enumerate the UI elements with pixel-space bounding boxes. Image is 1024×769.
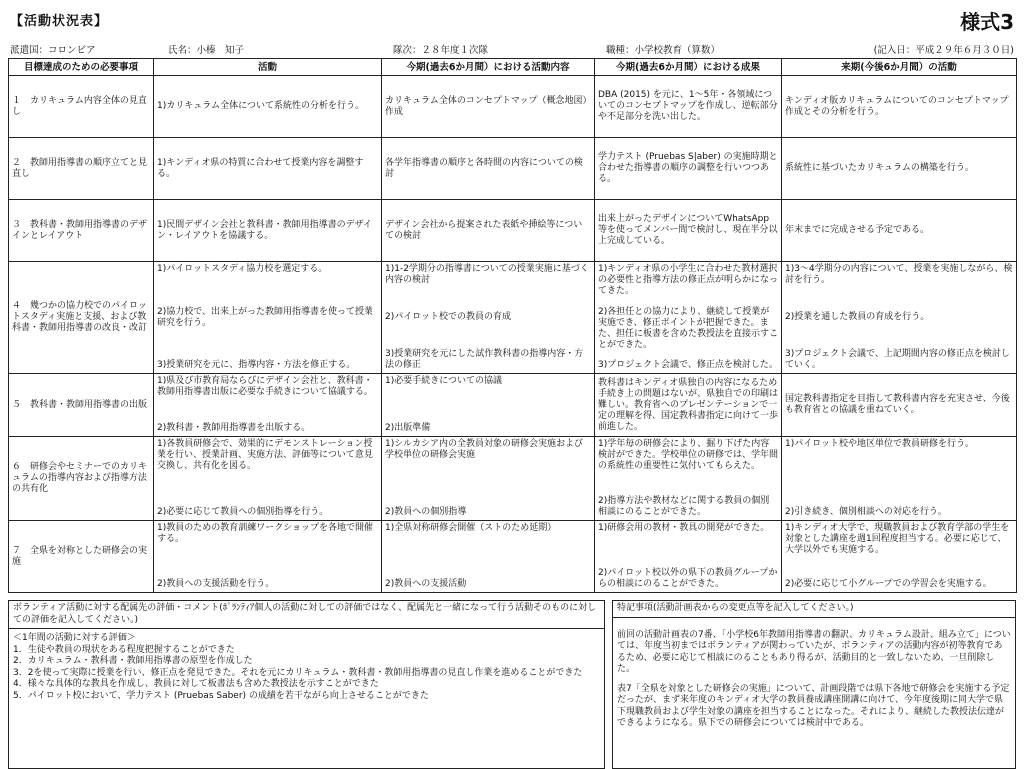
cell-entry: 各学年指導書の順序と各時間の内容についての検討 xyxy=(385,157,583,179)
cell-entry: 国定教科書指定を目指して教科書内容を充実させ、今後も教育省との協議を重ねていく。 xyxy=(785,394,1010,415)
cell-entry: 2)パイロット校での教員の育成 xyxy=(385,312,512,322)
cell-entry: 3)プロジェクト会議で、上記期間内容の修正点を検討していく。 xyxy=(785,349,1010,370)
cell-entry: 1)県及び市教育局ならびにデザイン会社と、教科書・教師用指導書出版に必要な手続きについて協議する。 xyxy=(157,376,373,397)
cell-entry: 2)協力校で、出来上がった教師用指導書を使って授業研究を行う。 xyxy=(157,306,374,328)
header-current-result: 今期(過去6か月間）における成果 xyxy=(595,59,782,76)
content-cell xyxy=(382,262,595,374)
volunteer-evaluation-subheading: ＜1年間の活動に対する評価＞ xyxy=(13,633,136,643)
cell-entries xyxy=(157,78,378,135)
activity-cell xyxy=(154,374,382,437)
result-cell xyxy=(595,262,782,374)
cell-entry: 系統性に基づいたカリキュラムの構築を行う。 xyxy=(785,163,974,173)
cell-entries xyxy=(385,78,591,135)
meta-row xyxy=(8,40,1016,56)
cell-entry: 1)パイロットスタディ協力校を選定する。 xyxy=(157,264,328,274)
next-cell xyxy=(782,437,1017,521)
cell-entries xyxy=(785,439,1013,518)
cell-entry: 2)パイロット校以外の県下の教員グループからの相談にのることができた。 xyxy=(598,568,778,589)
cell-entry: 学力テスト (Pruebas S|aber) の実施時期と合わせた指導書の順序の調整を行いつつある。 xyxy=(598,152,778,184)
cell-entries xyxy=(385,439,591,518)
date-field: (記入日：平成２９年６月３０日) xyxy=(873,45,1014,56)
cell-entries xyxy=(385,140,591,197)
cell-entries xyxy=(598,78,778,135)
table-row xyxy=(9,200,1017,262)
form-title: 【活動状況表】 xyxy=(10,14,109,29)
cell-entry: 1)パイロット校や地区単位で教員研修を行う。 xyxy=(785,439,975,449)
content-cell xyxy=(382,138,595,200)
result-cell xyxy=(595,374,782,437)
activity-cell xyxy=(154,76,382,138)
cell-entry: 2)教員への個別指導 xyxy=(385,507,467,517)
requirement-cell: ７ 全県を対称とした研修会の実施 xyxy=(9,521,154,593)
cell-entry: 2)教科書・教師用指導書を出版する。 xyxy=(157,423,311,433)
next-cell xyxy=(782,521,1017,593)
cell-entries xyxy=(785,264,1013,371)
batch-field: 隊次：２８年度１次隊 xyxy=(393,45,489,56)
cell-entries xyxy=(598,376,778,434)
cell-entry: 1)1-2学期分の指導書についての授業実施に基づく内容の検討 xyxy=(385,264,589,285)
evaluation-item: 2．カリキュラム・教科書・教師用指導書の原型を作成した xyxy=(13,656,253,666)
table-row xyxy=(9,437,1017,521)
cell-entries xyxy=(157,202,378,259)
cell-entries xyxy=(385,264,591,371)
cell-entries xyxy=(785,523,1013,590)
content-cell xyxy=(382,374,595,437)
evaluation-item: 4．様々な具体的な教具を作成し、教員に対して板書法も含めた教授法を示すことができた xyxy=(13,679,379,689)
cell-entry: 2)授業を通した教員の育成を行う。 xyxy=(785,312,930,322)
evaluation-item: 1．生徒や教員の現状をある程度把握することができた xyxy=(13,644,235,655)
cell-entries xyxy=(157,140,378,197)
result-cell xyxy=(595,76,782,138)
next-cell xyxy=(782,200,1017,262)
cell-entries xyxy=(598,523,778,590)
job-field: 職種：小学校教育（算数） xyxy=(606,45,721,56)
cell-entry: 2)引き続き、個別相談への対応を行う。 xyxy=(785,507,947,517)
cell-entry: 出来上がったデザインについてWhatsApp等を使ってメンバー間で検討し、現在半分以上完成している。 xyxy=(598,214,778,246)
cell-entry: 1)学年毎の研修会により、掘り下げた内容検討ができた。学校単位の研修では、学年間の系統性の重要性に気付いてもらえた。 xyxy=(598,439,779,471)
cell-entry: デザイン会社から提案された表紙や挿絵等についての検討 xyxy=(385,219,583,241)
cell-entry: 1)3～4学期分の内容について、授業を実施しながら、検討を行う。 xyxy=(785,264,1013,285)
name-field: 氏名：小榛 知子 xyxy=(168,45,245,56)
cell-entry: 3)授業研究を元に、指導内容・方法を修正する。 xyxy=(157,360,356,370)
special-notes-paragraph: 前回の活動計画表の7番、「小学校6年教師用指導書の翻訳、カリキュラム設計、組み立て」については、年度当初まではボランティアが関わっていたが、ボランティアの活動内容が初等教育であるため、必要に応じて相談にのることもあり得るが、活動目的と一致しないため、一旦削除した。 xyxy=(617,629,1011,674)
result-cell xyxy=(595,437,782,521)
special-notes-heading: 特記事項(活動計画表からの変更点等を記入してください。) xyxy=(613,601,1015,618)
next-cell xyxy=(782,262,1017,374)
cell-entry: 2)各担任との協力により、継続して授業が実施でき、修正ポイントが把握できた。また、担任に板書を含めた教授法を直接示すことができた。 xyxy=(598,306,779,350)
table-row xyxy=(9,138,1017,200)
content-cell xyxy=(382,521,595,593)
requirement-cell: ２ 教師用指導書の順序立てと見直し xyxy=(9,138,154,200)
cell-entry: 1)キンディオ大学で、現職教員および教育学部の学生を対象とした講座を週1回程度担当する。必要に応じて、大学以外でも実施する。 xyxy=(785,523,1010,555)
cell-entry: 1)キンディオ県の特質に合わせて授業内容を調整する。 xyxy=(157,157,364,179)
activity-cell xyxy=(154,138,382,200)
activity-table xyxy=(8,58,1017,593)
evaluation-item: 5．パイロット校において、学力テスト (Pruebas Saber) の成績を若干ながら向上させることができた xyxy=(13,690,429,701)
activity-cell xyxy=(154,521,382,593)
requirement-cell: ４ 幾つかの協力校でのパイロットスタディ実施と支援、および教科書・教師用指導書の改良・改訂 xyxy=(9,262,154,374)
cell-entry: 1)研修会用の教材・教具の開発ができた。 xyxy=(598,523,770,533)
content-cell xyxy=(382,437,595,521)
header-activity: 活動 xyxy=(154,59,382,76)
cell-entries xyxy=(785,140,1013,197)
activity-cell xyxy=(154,200,382,262)
cell-entries xyxy=(157,523,378,590)
cell-entries xyxy=(785,202,1013,259)
cell-entry: 1)民間デザイン会社と教科書・教師用指導書のデザイン・レイアウトを協議する。 xyxy=(157,219,372,241)
special-notes-paragraph: 表7「全県を対象とした研修会の実施」について、計画段階では県下各地で研修会を実施する予定だったが、まず来年度のキンディオ大学の教員養成講座開講に向けて、今年度後期に同大学で県下現職教員および学生対象の講座を担当することになった。それにより、継続した教授法伝達ができるようになる。県下での研修会については検討中である。 xyxy=(617,683,1010,728)
cell-entry: 1)カリキュラム全体について系統性の分析を行う。 xyxy=(157,101,364,111)
cell-entries xyxy=(385,523,591,590)
result-cell xyxy=(595,138,782,200)
table-row xyxy=(9,374,1017,437)
table-header-row xyxy=(9,59,1017,76)
header-current-content: 今期(過去6か月間）における活動内容 xyxy=(382,59,595,76)
table-row xyxy=(9,262,1017,374)
requirement-cell: １ カリキュラム内容全体の見直し xyxy=(9,76,154,138)
cell-entry: キンディオ版カリキュラムについてのコンセプトマップ作成とその分析を行う。 xyxy=(785,95,1009,117)
cell-entries xyxy=(598,140,778,197)
table-row xyxy=(9,521,1017,593)
cell-entry: 2)必要に応じて教員への個別指導を行う。 xyxy=(157,507,329,517)
cell-entry: 1)各教員研修会で、効果的にデモンストレーション授業を行い、授業計画、実施方法、評価等について意見交換し、共有化を図る。 xyxy=(157,439,373,471)
table-row xyxy=(9,76,1017,138)
cell-entry: 1)キンディオ県の小学生に合わせた教材選択の必要性と指導方法の修正点が明らかになってきた。 xyxy=(598,264,779,296)
cell-entries xyxy=(157,376,378,434)
cell-entry: 2)教員への支援活動を行う。 xyxy=(157,579,275,589)
header-next-activity: 来期(今後6か月間）の活動 xyxy=(782,59,1017,76)
requirement-cell: ３ 教科書・教師用指導書のデザインとレイアウト xyxy=(9,200,154,262)
cell-entry: 年末までに完成させる予定である。 xyxy=(785,225,930,235)
cell-entry: 1)全県対称研修会開催（ストのため延期） xyxy=(385,523,557,533)
special-notes-box xyxy=(612,600,1016,769)
form-number: 様式3 xyxy=(960,10,1014,34)
cell-entries xyxy=(598,264,778,371)
cell-entry: 1)シルカシア内の全教員対象の研修会実施および学校単位の研修会実施 xyxy=(385,439,584,460)
cell-entry: 教科書はキンディオ県独自の内容になるため手続き上の問題はないが、県独自での印刷は難しい。教育省へのプレゼンテーションで一定の理解を得、国定教科書指定に向けて一歩前進した。 xyxy=(598,377,779,432)
next-cell xyxy=(782,374,1017,437)
content-cell xyxy=(382,76,595,138)
result-cell xyxy=(595,521,782,593)
cell-entry: カリキュラム全体のコンセプトマップ（概念地図）作成 xyxy=(385,95,588,117)
cell-entries xyxy=(157,439,378,518)
cell-entry: 3)授業研究を元にした試作教科書の指導内容・方法の修正 xyxy=(385,349,584,370)
requirement-cell: ５ 教科書・教師用指導書の出版 xyxy=(9,374,154,437)
activity-cell xyxy=(154,437,382,521)
cell-entry: 3)プロジェクト会議で、修正点を検討した。 xyxy=(598,360,778,370)
cell-entries xyxy=(785,376,1013,434)
activity-cell xyxy=(154,262,382,374)
cell-entries xyxy=(157,264,378,371)
content-cell xyxy=(382,200,595,262)
cell-entry: 2)必要に応じて小グループでの学習会を実施する。 xyxy=(785,579,992,589)
cell-entry: DBA (2015) を元に、1～5年・各領域についてのコンセプトマップを作成し、逆転部分や不足部分を洗い出した。 xyxy=(598,90,778,122)
cell-entries xyxy=(385,202,591,259)
country-field: 派遣国：コロンビア xyxy=(10,45,96,56)
next-cell xyxy=(782,138,1017,200)
evaluation-item: 3．2を使って実際に授業を行い、修正点を発見できた。それを元にカリキュラム・教科書・教師用指導書の見直し作業を進めることができた xyxy=(13,667,583,678)
header-requirement: 目標達成のための必要事項 xyxy=(9,59,154,76)
volunteer-evaluation-heading: ボランティア活動に対する配属先の評価・コメント(ﾎﾞﾗﾝﾃｨｱ個人の活動に対しての評価ではなく、配属先と一緒になって行う活動そのものに対しての評価を記入してください。) xyxy=(9,601,604,629)
cell-entries xyxy=(598,439,778,518)
cell-entry: 2)出版準備 xyxy=(385,423,431,433)
cell-entries xyxy=(598,202,778,259)
result-cell xyxy=(595,200,782,262)
requirement-cell: ６ 研修会やセミナーでのカリキュラムの指導内容および指導方法の共有化 xyxy=(9,437,154,521)
cell-entry: 2)指導方法や教材などに関する教員の個別相談にのることができた。 xyxy=(598,496,770,517)
cell-entry: 1)教員のための教育訓練ワークショップを各地で開催する。 xyxy=(157,523,374,544)
cell-entry: 2)教員への支援活動 xyxy=(385,579,467,589)
volunteer-evaluation-box xyxy=(8,600,605,769)
cell-entry: 1)必要手続きについての協議 xyxy=(385,376,503,386)
cell-entries xyxy=(785,78,1013,135)
next-cell xyxy=(782,76,1017,138)
cell-entries xyxy=(385,376,591,434)
